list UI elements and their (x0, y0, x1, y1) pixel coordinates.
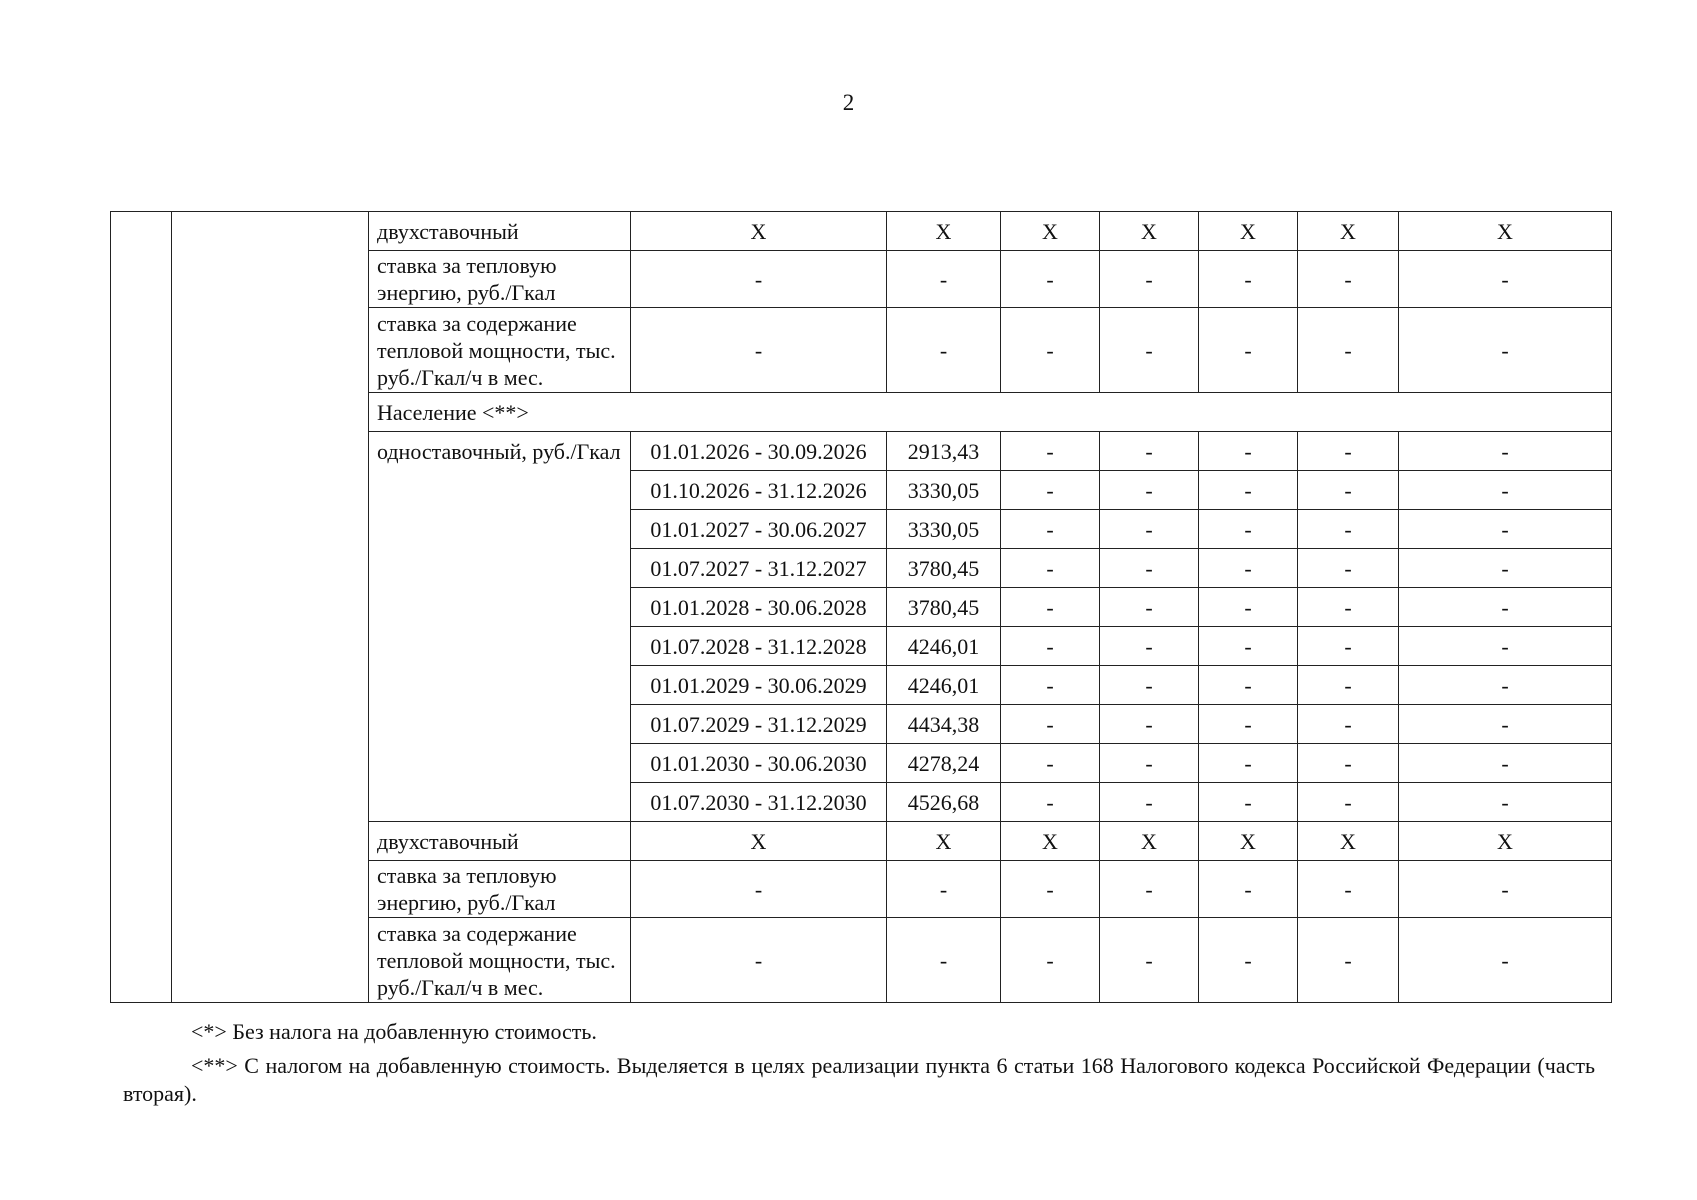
dash-cell: - (1298, 549, 1399, 588)
dash-cell: - (1100, 918, 1199, 1003)
dash-cell: - (1399, 861, 1612, 918)
dash-cell: - (1001, 251, 1100, 308)
dash-cell: - (1199, 549, 1298, 588)
dash-cell: - (1298, 627, 1399, 666)
x-mark-cell: X (887, 822, 1001, 861)
dash-cell: - (1399, 549, 1612, 588)
dash-cell: - (1399, 432, 1612, 471)
dash-cell: - (1001, 432, 1100, 471)
dash-cell: - (1399, 783, 1612, 822)
dash-cell: - (1100, 783, 1199, 822)
footnote-no-vat: <*> Без налога на добавленную стоимость. (191, 1019, 597, 1044)
x-mark-cell: X (1399, 212, 1612, 251)
x-mark-cell: X (631, 822, 887, 861)
x-mark-cell: X (1001, 822, 1100, 861)
footnotes (123, 1018, 1595, 1114)
x-mark-cell: X (1199, 212, 1298, 251)
dash-cell: - (1298, 861, 1399, 918)
x-mark-cell: X (631, 212, 887, 251)
period-cell: 01.01.2030 - 30.06.2030 (631, 744, 887, 783)
number-column-cell (111, 212, 172, 1003)
dash-cell: - (1199, 308, 1298, 393)
dash-cell: - (1298, 783, 1399, 822)
dash-cell: - (1100, 705, 1199, 744)
dash-cell: - (1100, 432, 1199, 471)
dash-cell: - (1399, 705, 1612, 744)
dash-cell: - (1298, 308, 1399, 393)
dash-cell: - (1298, 744, 1399, 783)
dash-cell: - (631, 861, 887, 918)
dash-cell: - (1100, 308, 1199, 393)
dash-cell: - (1001, 510, 1100, 549)
dash-cell: - (1199, 432, 1298, 471)
tariff-value-cell: 4246,01 (887, 666, 1001, 705)
dash-cell: - (1100, 861, 1199, 918)
dash-cell: - (1199, 627, 1298, 666)
two-part-label: двухставочный (369, 212, 631, 251)
tariff-value-cell: 3330,05 (887, 471, 1001, 510)
dash-cell: - (1298, 471, 1399, 510)
dash-cell: - (631, 251, 887, 308)
dash-cell: - (1298, 432, 1399, 471)
tariff-value-cell: 3330,05 (887, 510, 1001, 549)
dash-cell: - (1298, 588, 1399, 627)
dash-cell: - (887, 918, 1001, 1003)
page-number: 2 (842, 90, 855, 115)
dash-cell: - (631, 918, 887, 1003)
dash-cell: - (1199, 588, 1298, 627)
dash-cell: - (1100, 588, 1199, 627)
dash-cell: - (1298, 510, 1399, 549)
x-mark-cell: X (1298, 212, 1399, 251)
capacity-rate-label: ставка за содержание тепловой мощности, тыс. руб./Гкал/ч в мес. (369, 308, 631, 393)
dash-cell: - (1399, 918, 1612, 1003)
period-cell: 01.01.2028 - 30.06.2028 (631, 588, 887, 627)
dash-cell: - (1100, 744, 1199, 783)
one-part-label: одноставочный, руб./Гкал (369, 432, 631, 822)
period-cell: 01.07.2027 - 31.12.2027 (631, 549, 887, 588)
dash-cell: - (1100, 510, 1199, 549)
tariff-table (110, 211, 1612, 1003)
dash-cell: - (1199, 666, 1298, 705)
dash-cell: - (1399, 744, 1612, 783)
dash-cell: - (887, 251, 1001, 308)
dash-cell: - (1199, 471, 1298, 510)
dash-cell: - (1001, 666, 1100, 705)
dash-cell: - (1399, 251, 1612, 308)
dash-cell: - (1001, 861, 1100, 918)
dash-cell: - (1399, 666, 1612, 705)
x-mark-cell: X (887, 212, 1001, 251)
dash-cell: - (887, 861, 1001, 918)
dash-cell: - (1199, 918, 1298, 1003)
dash-cell: - (1001, 308, 1100, 393)
period-cell: 01.01.2029 - 30.06.2029 (631, 666, 887, 705)
energy-rate-label: ставка за тепловую энергию, руб./Гкал (369, 251, 631, 308)
dash-cell: - (887, 308, 1001, 393)
tariff-value-cell: 3780,45 (887, 588, 1001, 627)
footnote-with-vat: <**> С налогом на добавленную стоимость. Выделяется в целях реализации пункта 6 статьи 168 Налогового кодекса Российской Федерации (часть вторая). (123, 1053, 1595, 1106)
dash-cell: - (631, 308, 887, 393)
population-heading: Население <**> (369, 393, 1612, 432)
x-mark-cell: X (1298, 822, 1399, 861)
x-mark-cell: X (1001, 212, 1100, 251)
dash-cell: - (1298, 666, 1399, 705)
dash-cell: - (1001, 744, 1100, 783)
dash-cell: - (1100, 471, 1199, 510)
dash-cell: - (1399, 627, 1612, 666)
dash-cell: - (1001, 471, 1100, 510)
period-cell: 01.10.2026 - 31.12.2026 (631, 471, 887, 510)
dash-cell: - (1199, 705, 1298, 744)
tariff-value-cell: 4278,24 (887, 744, 1001, 783)
x-mark-cell: X (1100, 212, 1199, 251)
dash-cell: - (1100, 666, 1199, 705)
period-cell: 01.07.2029 - 31.12.2029 (631, 705, 887, 744)
period-cell: 01.01.2026 - 30.09.2026 (631, 432, 887, 471)
dash-cell: - (1199, 510, 1298, 549)
dash-cell: - (1199, 783, 1298, 822)
dash-cell: - (1199, 744, 1298, 783)
dash-cell: - (1399, 308, 1612, 393)
dash-cell: - (1199, 251, 1298, 308)
tariff-value-cell: 2913,43 (887, 432, 1001, 471)
x-mark-cell: X (1199, 822, 1298, 861)
organization-column-cell (172, 212, 369, 1003)
dash-cell: - (1298, 705, 1399, 744)
dash-cell: - (1001, 627, 1100, 666)
dash-cell: - (1001, 549, 1100, 588)
table-row-two-part-1 (111, 212, 1612, 251)
two-part-label: двухставочный (369, 822, 631, 861)
x-mark-cell: X (1100, 822, 1199, 861)
dash-cell: - (1001, 705, 1100, 744)
tariff-value-cell: 4434,38 (887, 705, 1001, 744)
dash-cell: - (1001, 588, 1100, 627)
period-cell: 01.07.2030 - 31.12.2030 (631, 783, 887, 822)
dash-cell: - (1399, 510, 1612, 549)
period-cell: 01.01.2027 - 30.06.2027 (631, 510, 887, 549)
energy-rate-label: ставка за тепловую энергию, руб./Гкал (369, 861, 631, 918)
dash-cell: - (1001, 918, 1100, 1003)
dash-cell: - (1298, 251, 1399, 308)
dash-cell: - (1298, 918, 1399, 1003)
dash-cell: - (1100, 627, 1199, 666)
tariff-value-cell: 4526,68 (887, 783, 1001, 822)
tariff-value-cell: 3780,45 (887, 549, 1001, 588)
dash-cell: - (1100, 251, 1199, 308)
x-mark-cell: X (1399, 822, 1612, 861)
dash-cell: - (1199, 861, 1298, 918)
dash-cell: - (1100, 549, 1199, 588)
capacity-rate-label: ставка за содержание тепловой мощности, тыс. руб./Гкал/ч в мес. (369, 918, 631, 1003)
dash-cell: - (1001, 783, 1100, 822)
dash-cell: - (1399, 471, 1612, 510)
dash-cell: - (1399, 588, 1612, 627)
tariff-value-cell: 4246,01 (887, 627, 1001, 666)
period-cell: 01.07.2028 - 31.12.2028 (631, 627, 887, 666)
